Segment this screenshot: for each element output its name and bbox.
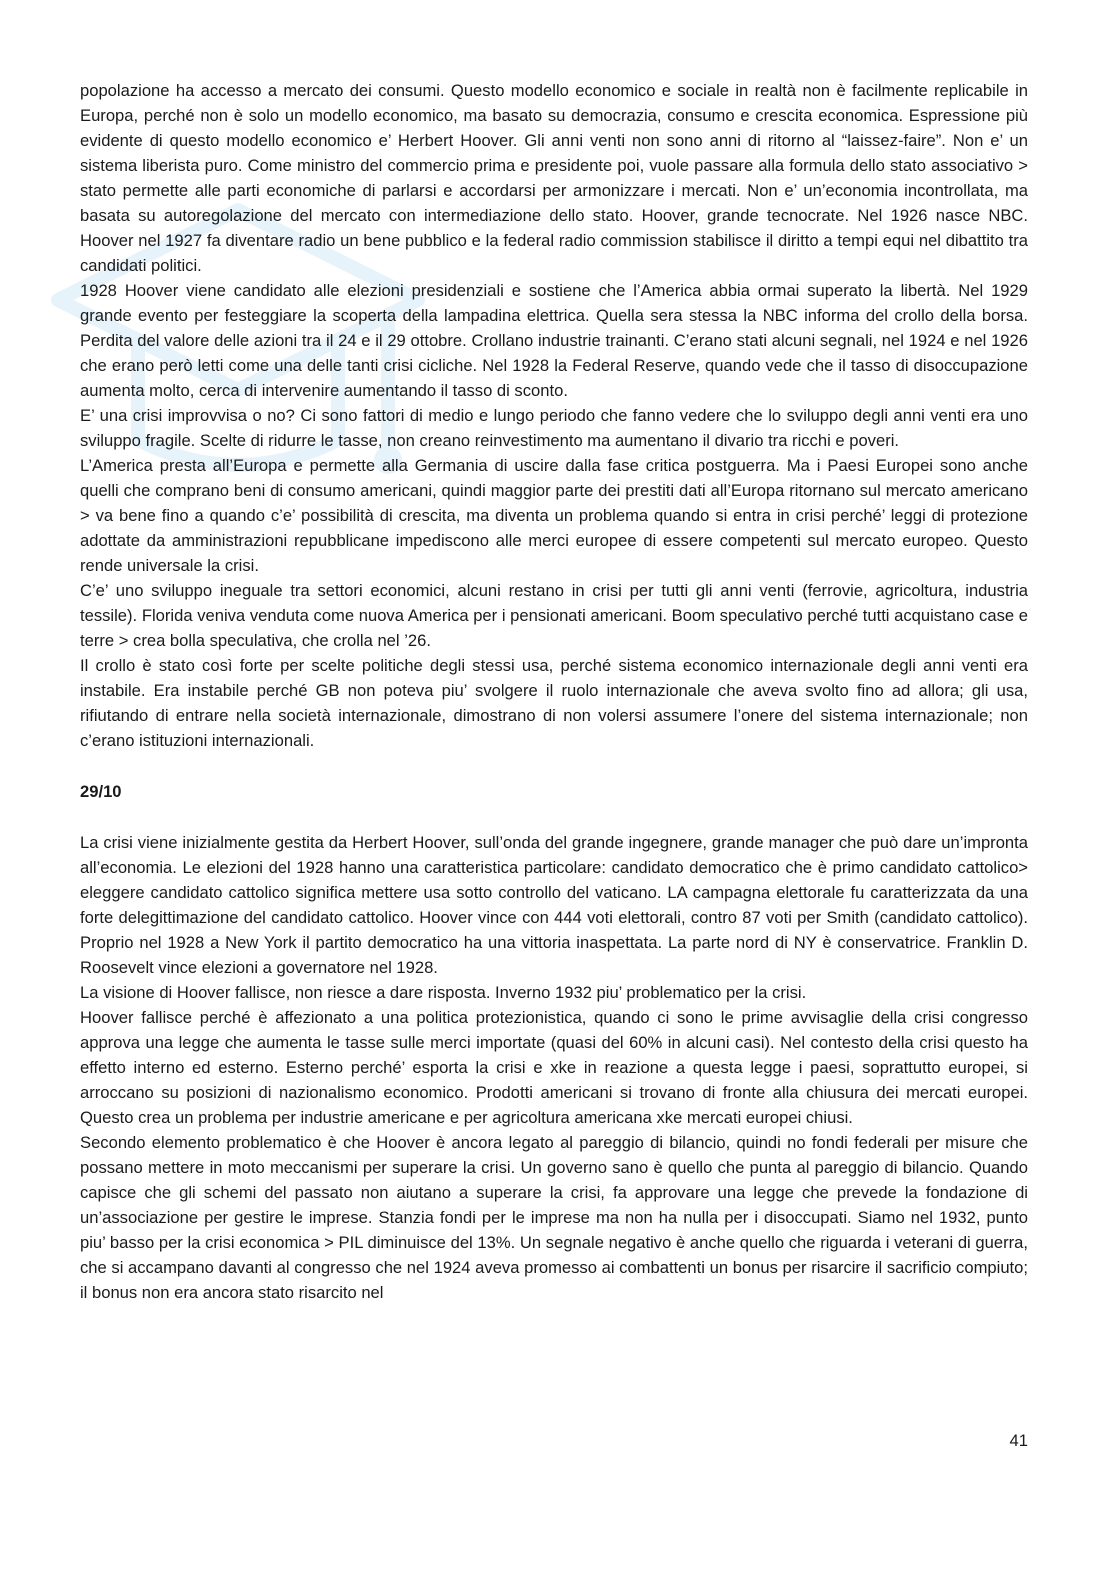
paragraph: Il crollo è stato così forte per scelte politiche degli stessi usa, perché sistema economico internazionale degli anni venti era instabile. Era instabile perché GB non poteva piu’ svolgere il ruolo internazionale che aveva svolto fino ad allora; gli usa, rifiutando di entrare nella società internazionale, dimostrano di non volersi assumere l’onere del sistema internazionale; non c’erano istituzioni internazionali.: [80, 656, 1028, 750]
section-29-10: [80, 830, 1028, 1305]
paragraph: 1928 Hoover viene candidato alle elezioni presidenziali e sostiene che l’America abbia ormai superato la libertà. Nel 1929 grande evento per festeggiare la scoperta della lampadina elettrica. Quella sera stessa la NBC informa del crollo della borsa. Perdita del valore delle azioni tra il 24 e il 29 ottobre. Crollano industrie trainanti. C’erano stati alcuni segnali, nel 1924 e nel 1926 che erano però letti come una delle tanti crisi cicliche. Nel 1928 la Federal Reserve, quando vede che il tasso di disoccupazione aumenta molto, cerca di intervenire aumentando il tasso di sconto.: [80, 281, 1028, 400]
paragraph: La visione di Hoover fallisce, non riesce a dare risposta. Inverno 1932 piu’ problematico per la crisi.: [80, 983, 807, 1002]
paragraph: Hoover fallisce perché è affezionato a una politica protezionistica, quando ci sono le prime avvisaglie della crisi congresso approva una legge che aumenta le tasse sulle merci importate (quasi del 60% in alcuni casi). Nel contesto della crisi questo ha effetto interno ed esterno. Esterno perché’ esporta la crisi e xke in reazione a questa legge i paesi, soprattutto europei, si arroccano su posizioni di nazionalismo economico. Prodotti americani si trovano di fronte alla chiusura dei mercati europei. Questo crea un problema per industrie americane e per agricoltura americana xke mercati europei chiusi.: [80, 1008, 1028, 1127]
paragraph: L’America presta all’Europa e permette alla Germania di uscire dalla fase critica postguerra. Ma i Paesi Europei sono anche quelli che comprano beni di consumo americani, quindi maggior parte dei prestiti dati all’Europa ritornano sul mercato americano > va bene fino a quando c’e’ possibilità di crescita, ma diventa un problema quando si entra in crisi perché’ leggi di protezione adottate da amministrazioni repubblicane impediscono alle merci europee di essere competenti sul mercato europeo. Questo rende universale la crisi.: [80, 456, 1028, 575]
page-number: 41: [1009, 1431, 1028, 1450]
section-heading-date: 29/10: [80, 782, 122, 801]
paragraph: popolazione ha accesso a mercato dei consumi. Questo modello economico e sociale in realtà non è facilmente replicabile in Europa, perché non è solo un modello economico, ma basato su democrazia, consumo e crescita economica. Espressione più evidente di questo modello economico e’ Herbert Hoover. Gli anni venti non sono anni di ritorno al “laissez-faire”. Non e’ un sistema liberista puro. Come ministro del commercio prima e presidente poi, vuole passare alla formula dello stato associativo > stato permette alle parti economiche di parlarsi e accordarsi per armonizzare i mercati. Non e’ un’economia incontrollata, ma basata su autoregolazione del mercato con intermediazione dello stato. Hoover, grande tecnocrate. Nel 1926 nasce NBC. Hoover nel 1927 fa diventare radio un bene pubblico e la federal radio commission stabilisce il diritto a tempi equi nel dibattito tra candidati politici.: [80, 81, 1028, 275]
paragraph: C’e’ uno sviluppo ineguale tra settori economici, alcuni restano in crisi per tutti gli anni venti (ferrovie, agricoltura, industria tessile). Florida veniva venduta come nuova America per i pensionati americani. Boom speculativo perché tutti acquistano case e terre > crea bolla speculativa, che crolla nel ’26.: [80, 581, 1028, 650]
paragraph: La crisi viene inizialmente gestita da Herbert Hoover, sull’onda del grande ingegnere, grande manager che può dare un’impronta all’economia. Le elezioni del 1928 hanno una caratteristica particolare: candidato democratico che è primo candidato cattolico> eleggere candidato cattolico significa mettere usa sotto controllo del vaticano. LA campagna elettorale fu caratterizzata da una forte delegittimazione del candidato cattolico. Hoover vince con 444 voti elettorali, contro 87 voti per Smith (candidato cattolico). Proprio nel 1928 a New York il partito democratico ha una vittoria inaspettata. La parte nord di NY è conservatrice. Franklin D. Roosevelt vince elezioni a governatore nel 1928.: [80, 833, 1028, 977]
document-page: [80, 78, 1028, 1305]
paragraph: E’ una crisi improvvisa o no? Ci sono fattori di medio e lungo periodo che fanno vedere che lo sviluppo degli anni venti era uno sviluppo fragile. Scelte di ridurre le tasse, non creano reinvestimento ma aumentano il divario tra ricchi e poveri.: [80, 406, 1028, 450]
paragraph: Secondo elemento problematico è che Hoover è ancora legato al pareggio di bilancio, quindi no fondi federali per misure che possano mettere in moto meccanismi per superare la crisi. Un governo sano è quello che punta al pareggio di bilancio. Quando capisce che gli schemi del passato non aiutano a superare la crisi, fa approvare una legge che prevede la fondazione di un’associazione per gestire le imprese. Stanzia fondi per le imprese ma non ha nulla per i disoccupati. Siamo nel 1932, punto piu’ basso per la crisi economica > PIL diminuisce del 13%. Un segnale negativo è anche quello che riguarda i veterani di guerra, che si accampano davanti al congresso che nel 1924 aveva promesso ai combattenti un bonus per risarcire il sacrificio compiuto; il bonus non era ancora stato risarcito nel: [80, 1133, 1028, 1302]
section-intro: [80, 78, 1028, 753]
